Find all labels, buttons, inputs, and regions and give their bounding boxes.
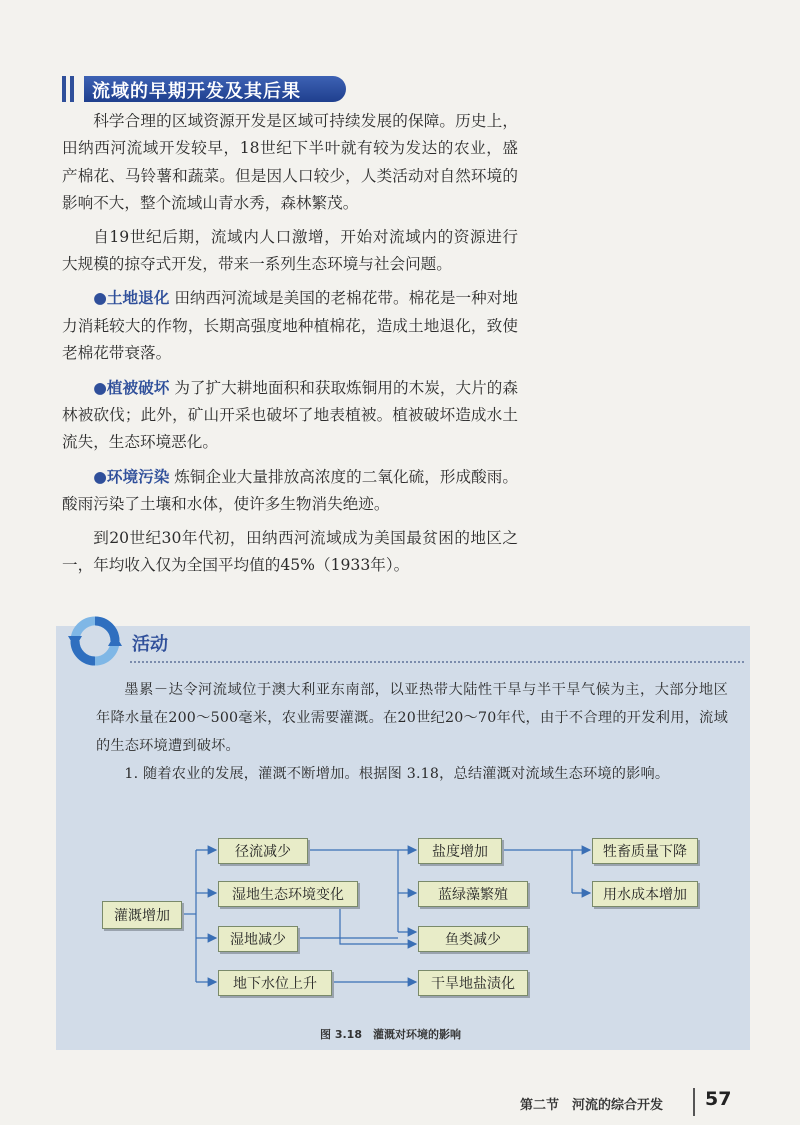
text-pollution: 炼铜企业大量排放高浓度的二氧化硫，形成酸雨。酸雨污染了土壤和水体，使许多生物消失绝迹。: [62, 467, 518, 514]
section-bars-decoration: [62, 76, 82, 102]
item-vegetation-damage: [62, 374, 518, 457]
section-title: 流域的早期开发及其后果: [92, 81, 301, 102]
text-vegetation-damage: 为了扩大耕地面积和获取炼铜用的木炭，大片的森林被砍伐；此外，矿山开采也破坏了地表植被。植被破坏造成水土流失，生态环境恶化。: [62, 378, 518, 452]
body-text: [62, 108, 518, 586]
figure-caption: 图 3.18 灌溉对环境的影响: [320, 1028, 461, 1041]
page-number: 57: [705, 1088, 732, 1110]
node-runoff-decrease: 径流减少: [218, 838, 308, 864]
section-header: [62, 74, 360, 104]
footer-section-label: 第二节 河流的综合开发: [520, 1098, 664, 1113]
activity-divider: [130, 661, 744, 663]
node-wetland-eco-change: 湿地生态环境变化: [218, 881, 358, 907]
activity-intro: 墨累－达令河流域位于澳大利亚东南部，以亚热带大陆性干旱与半干旱气候为主，大部分地区年降水量在200～500毫米，农业需要灌溉。在20世纪20～70年代，由于不合理的开发利用，流域的生态环境遭到破坏。: [96, 682, 728, 754]
bullet-icon: ●: [93, 466, 107, 486]
node-water-cost-increase: 用水成本增加: [592, 881, 698, 907]
activity-text: [96, 676, 728, 788]
keyword-pollution: 环境污染: [106, 467, 170, 486]
bullet-icon: ●: [93, 377, 107, 397]
node-dry-land-salinization: 干旱地盐渍化: [418, 970, 528, 996]
node-salinity-increase: 盐度增加: [418, 838, 502, 864]
paragraph-history: 科学合理的区域资源开发是区域可持续发展的保障。历史上，田纳西河流域开发较早，18世纪下半叶就有较为发达的农业，盛产棉花、马铃薯和蔬菜。但是因人口较少，人类活动对自然环境的影响不大，整个流域山青水秀，森林繁茂。: [62, 112, 518, 213]
activity-title: 活动: [132, 634, 168, 655]
node-livestock-quality-decline: 牲畜质量下降: [592, 838, 698, 864]
section-title-box: [84, 76, 346, 102]
keyword-vegetation-damage: 植被破坏: [106, 378, 170, 397]
activity-cycle-icon: [66, 612, 124, 670]
footer-separator: [693, 1088, 695, 1116]
item-land-degradation: [62, 284, 518, 367]
bullet-icon: ●: [93, 288, 107, 308]
node-irrigation-increase: 灌溉增加: [102, 901, 182, 929]
activity-question-1: 1. 随着农业的发展，灌溉不断增加。根据图 3.18，总结灌溉对流域生态环境的影响。: [124, 766, 670, 782]
keyword-land-degradation: 土地退化: [106, 289, 170, 308]
paragraph-19th-century: 自19世纪后期，流域内人口激增，开始对流域内的资源进行大规模的掠夺式开发，带来一系列生态环境与社会问题。: [62, 227, 518, 274]
item-pollution: [62, 463, 518, 519]
node-groundwater-rise: 地下水位上升: [218, 970, 332, 996]
paragraph-1930s: 到20世纪30年代初，田纳西河流域成为美国最贫困的地区之一，年均收入仅为全国平均值的45%（1933年）。: [62, 528, 518, 575]
text-land-degradation: 田纳西河流域是美国的老棉花带。棉花是一种对地力消耗较大的作物，长期高强度地种植棉花，造成土地退化，致使老棉花带衰落。: [62, 289, 518, 363]
node-algae-bloom: 蓝绿藻繁殖: [418, 881, 528, 907]
node-wetland-decrease: 湿地减少: [218, 926, 298, 952]
node-fish-decrease: 鱼类减少: [418, 926, 528, 952]
